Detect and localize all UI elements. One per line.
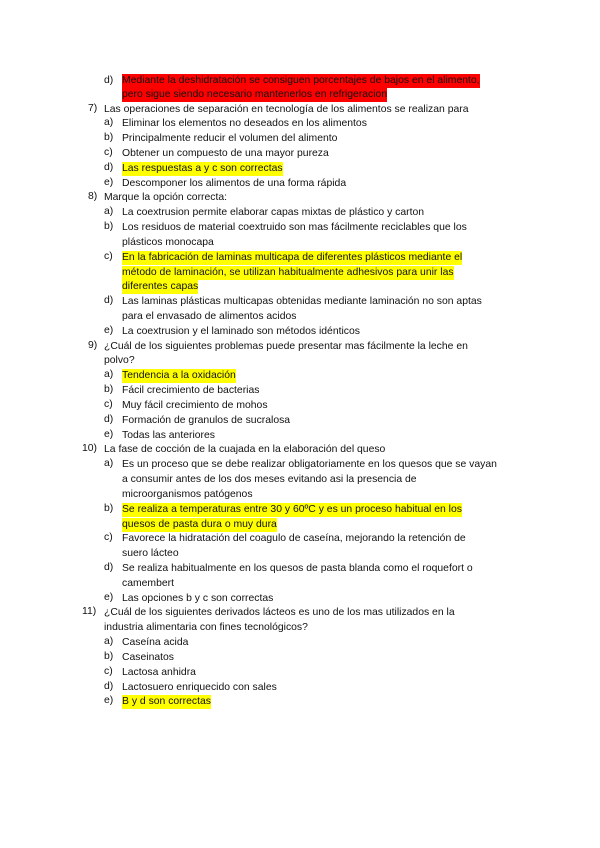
option-text-line: Tendencia a la oxidación: [122, 370, 236, 382]
option-text-line: Descomponer los alimentos de una forma rápida: [122, 177, 347, 189]
option-letter: a): [104, 458, 114, 470]
option-text-line: Se realiza a temperaturas entre 30 y 60ºC y es un proceso habitual en los: [122, 503, 462, 515]
option-text-line: para el envasado de alimentos acidos: [122, 311, 297, 322]
option-text-line: En la fabricación de laminas multicapa de diferentes plásticos mediante el: [122, 251, 463, 263]
option-text-line: suero lácteo: [122, 548, 179, 560]
option-text-line: plásticos monocapa: [122, 236, 214, 248]
option-text-line: Todas las anteriores: [122, 429, 215, 441]
option-text-line: camembert: [122, 577, 174, 589]
option-text-line: Las laminas plásticas multicapas obtenidas mediante laminación no son aptas: [122, 296, 482, 308]
option-letter: d): [104, 561, 114, 573]
option-text-line: Formación de granulos de sucralosa: [122, 414, 291, 426]
question-number: 8): [88, 191, 98, 203]
option-letter: d): [104, 75, 114, 86]
option-text-line: Principalmente reducir el volumen del alimento: [122, 133, 338, 145]
option-letter: e): [104, 324, 114, 336]
question-number: 7): [88, 102, 98, 114]
option-letter: d): [104, 295, 114, 307]
option-letter: c): [104, 532, 113, 544]
option-text-line: Lactosuero enriquecido con sales: [122, 681, 277, 693]
option-letter: d): [104, 413, 114, 425]
option-letter: a): [104, 117, 114, 129]
option-text-line: método de laminación, se utilizan habitualmente adhesivos para unir las: [122, 266, 454, 278]
option-text-line: Es un proceso que se debe realizar obligatoriamente en los quesos que se vayan: [122, 459, 497, 471]
option-text-line: Muy fácil crecimiento de mohos: [122, 399, 268, 411]
option-text-line: Obtener un compuesto de una mayor pureza: [122, 148, 329, 159]
option-letter: e): [104, 176, 114, 188]
option-letter: b): [104, 221, 114, 233]
option-letter: c): [104, 665, 113, 677]
option-text-line: Eliminar los elementos no deseados en los alimentos: [122, 118, 367, 130]
option-letter: a): [104, 206, 114, 218]
option-letter: c): [104, 250, 113, 262]
question-text-line: La fase de cocción de la cuajada en la elaboración del queso: [104, 444, 386, 456]
option-letter: d): [104, 161, 114, 173]
option-letter: c): [104, 147, 113, 158]
option-text-line: diferentes capas: [122, 281, 199, 293]
option-letter: c): [104, 398, 113, 410]
option-letter: a): [104, 369, 114, 381]
option-text-line: Mediante la deshidratación se consiguen porcentajes de bajos en el alimento,: [122, 75, 480, 86]
option-letter: e): [104, 428, 114, 440]
option-text-line: Se realiza habitualmente en los quesos de pasta blanda como el roquefort o: [122, 562, 473, 574]
option-text-line: Caseinatos: [122, 651, 174, 663]
option-text-line: Caseína acida: [122, 637, 189, 648]
question-text-line: ¿Cuál de los siguientes problemas puede presentar mas fácilmente la leche en: [104, 340, 468, 352]
option-letter: d): [104, 680, 114, 692]
option-letter: e): [104, 695, 114, 707]
option-text-line: La coextrusion permite elaborar capas mixtas de plástico y carton: [122, 207, 425, 219]
option-letter: b): [104, 384, 114, 396]
option-text-line: Fácil crecimiento de bacterias: [122, 385, 260, 397]
option-letter: b): [104, 502, 114, 514]
question-number: 10): [82, 443, 98, 455]
question-text-line: Las operaciones de separación en tecnología de los alimentos se realizan para: [104, 103, 469, 115]
option-text-line: microorganismos patógenos: [122, 488, 253, 500]
question-text-line: ¿Cuál de los siguientes derivados lácteos es uno de los mas utilizados en la: [104, 607, 455, 619]
option-text-line: La coextrusion y el laminado son métodos idénticos: [122, 325, 360, 337]
question-text-line: polvo?: [104, 355, 135, 367]
option-text-line: quesos de pasta dura o muy dura: [122, 518, 277, 530]
option-letter: b): [104, 132, 114, 144]
option-text-line: Lactosa anhidra: [122, 666, 196, 678]
option-letter: a): [104, 636, 114, 647]
question-text-line: industria alimentaria con fines tecnológicos?: [104, 622, 308, 634]
option-text-line: pero sigue siendo necesario mantenerlos en refrigeracion: [122, 89, 388, 100]
option-text-line: B y d son correctas: [122, 696, 211, 708]
option-letter: b): [104, 650, 114, 662]
question-text-line: Marque la opción correcta:: [104, 192, 228, 204]
option-text-line: a consumir antes de los dos meses evitando asi la presencia de: [122, 474, 417, 485]
question-number: 11): [82, 606, 97, 618]
option-letter: e): [104, 591, 114, 603]
option-text-line: Las opciones b y c son correctas: [122, 592, 274, 604]
option-text-line: Las respuestas a y c son correctas: [122, 162, 283, 174]
question-number: 9): [88, 339, 98, 351]
option-text-line: Favorece la hidratación del coagulo de caseína, mejorando la retención de: [122, 533, 466, 545]
option-text-line: Los residuos de material coextruido son mas fácilmente reciclables que los: [122, 222, 467, 234]
